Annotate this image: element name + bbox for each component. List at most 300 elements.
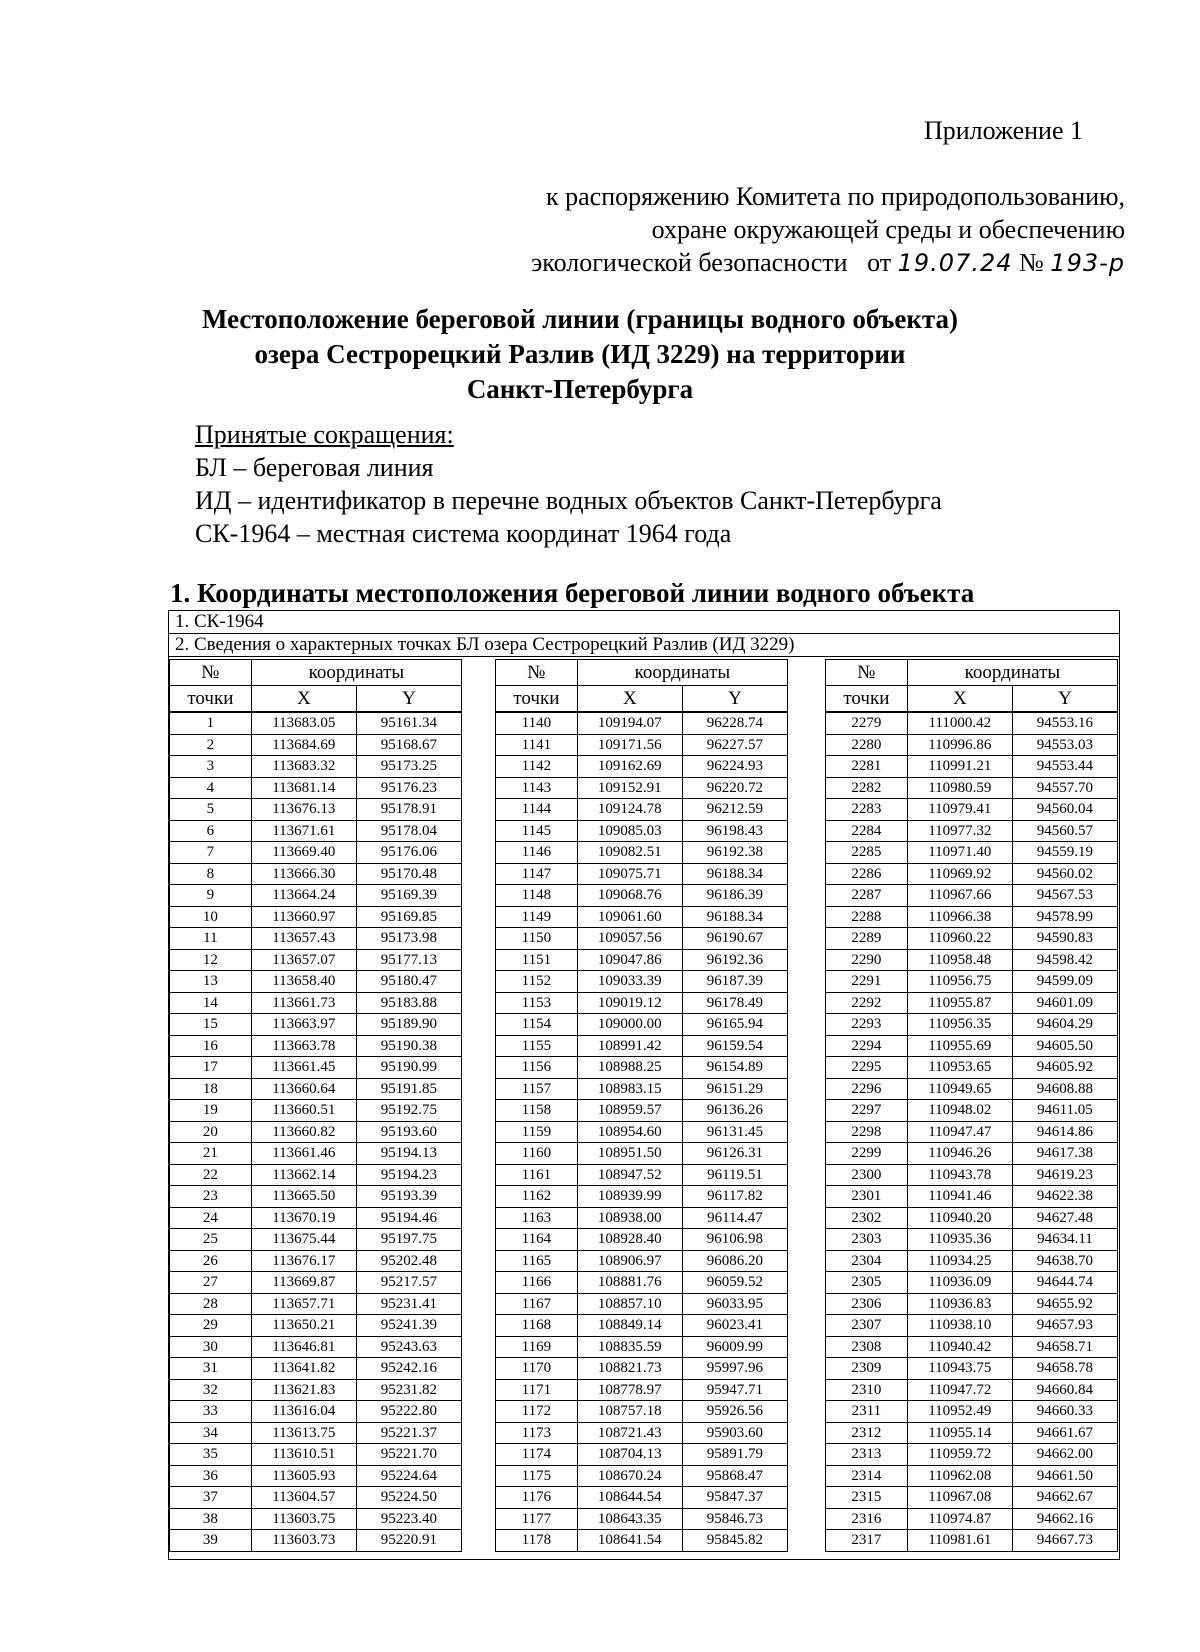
point-number: 14 [170, 992, 252, 1014]
point-number: 1155 [496, 1035, 578, 1057]
y-coordinate: 95221.70 [356, 1444, 461, 1466]
x-coordinate: 113641.82 [251, 1358, 356, 1380]
table-row [826, 992, 1118, 1014]
table-row [826, 712, 1118, 734]
x-coordinate: 113658.40 [251, 971, 356, 993]
header-row [496, 660, 788, 686]
point-number: 1176 [496, 1487, 578, 1509]
title-line-2: озера Сестрорецкий Разлив (ИД 3229) на территории [254, 339, 906, 369]
x-coordinate: 113663.78 [251, 1035, 356, 1057]
table-row [496, 1358, 788, 1380]
table-row [826, 885, 1118, 907]
table-row [170, 1272, 462, 1294]
coord-block-3 [825, 659, 1118, 1552]
x-coordinate: 108757.18 [577, 1401, 682, 1423]
table-row [826, 1530, 1118, 1552]
point-number: 25 [170, 1229, 252, 1251]
point-number-header: № [826, 660, 908, 686]
point-number: 1149 [496, 906, 578, 928]
point-number: 2301 [826, 1186, 908, 1208]
point-number: 2280 [826, 734, 908, 756]
table-row [826, 1164, 1118, 1186]
y-coordinate: 95194.13 [356, 1143, 461, 1165]
coord-table-body [170, 712, 462, 1551]
point-number: 2293 [826, 1014, 908, 1036]
point-number: 19 [170, 1100, 252, 1122]
table-row [496, 949, 788, 971]
x-coordinate: 110938.10 [907, 1315, 1012, 1337]
x-coordinate: 110956.75 [907, 971, 1012, 993]
table-row [496, 992, 788, 1014]
table-row [496, 1508, 788, 1530]
table-row [826, 1379, 1118, 1401]
y-coordinate: 96086.20 [682, 1250, 787, 1272]
table-row [170, 1207, 462, 1229]
point-number: 2309 [826, 1358, 908, 1380]
coordinates-table [168, 610, 1120, 1560]
point-number: 11 [170, 928, 252, 950]
x-coordinate: 108983.15 [577, 1078, 682, 1100]
table-row [170, 1186, 462, 1208]
y-coordinate: 94560.04 [1012, 799, 1117, 821]
x-coordinate: 108951.50 [577, 1143, 682, 1165]
y-coordinate: 94644.74 [1012, 1272, 1117, 1294]
point-number: 4 [170, 777, 252, 799]
x-coordinate: 110959.72 [907, 1444, 1012, 1466]
table-row [496, 906, 788, 928]
coord-table-body [826, 712, 1118, 1551]
point-number: 1166 [496, 1272, 578, 1294]
y-coordinate: 94553.16 [1012, 712, 1117, 734]
point-number: 37 [170, 1487, 252, 1509]
x-coordinate: 109019.12 [577, 992, 682, 1014]
y-coordinate: 96220.72 [682, 777, 787, 799]
x-coordinate: 109082.51 [577, 842, 682, 864]
point-number: 2306 [826, 1293, 908, 1315]
y-coordinate: 95168.67 [356, 734, 461, 756]
coord-table [825, 659, 1118, 1552]
x-coordinate: 113657.07 [251, 949, 356, 971]
y-coordinate: 96154.89 [682, 1057, 787, 1079]
title-line-3: Санкт-Петербурга [466, 374, 694, 404]
point-number: 1161 [496, 1164, 578, 1186]
table-row [826, 1272, 1118, 1294]
x-coordinate: 110949.65 [907, 1078, 1012, 1100]
table-row [826, 1444, 1118, 1466]
order-reference [425, 180, 1125, 280]
x-coordinate: 110936.09 [907, 1272, 1012, 1294]
table-row [170, 1336, 462, 1358]
point-number: 1145 [496, 820, 578, 842]
x-coordinate: 108641.54 [577, 1530, 682, 1552]
y-coordinate: 94578.99 [1012, 906, 1117, 928]
coord-block-1 [169, 659, 462, 1552]
x-coordinate: 113670.19 [251, 1207, 356, 1229]
table-row [170, 734, 462, 756]
point-number: 1144 [496, 799, 578, 821]
x-coordinate: 113603.73 [251, 1530, 356, 1552]
point-number: 2304 [826, 1250, 908, 1272]
x-coordinate: 110946.26 [907, 1143, 1012, 1165]
point-number: 1173 [496, 1422, 578, 1444]
table-row [170, 1143, 462, 1165]
document-title [150, 302, 1010, 407]
x-coordinate: 113669.87 [251, 1272, 356, 1294]
point-number: 20 [170, 1121, 252, 1143]
table-row-points-info: 2. Сведения о характерных точках БЛ озера Сестрорецкий Разлив (ИД 3229) [169, 634, 1119, 657]
table-row [170, 863, 462, 885]
y-coordinate: 95231.41 [356, 1293, 461, 1315]
point-number: 1158 [496, 1100, 578, 1122]
table-row [496, 971, 788, 993]
y-coordinate: 95846.73 [682, 1508, 787, 1530]
y-coordinate: 96009.99 [682, 1336, 787, 1358]
y-coordinate: 96192.36 [682, 949, 787, 971]
point-number: 24 [170, 1207, 252, 1229]
x-coordinate: 113621.83 [251, 1379, 356, 1401]
table-row [826, 1336, 1118, 1358]
point-number: 2289 [826, 928, 908, 950]
x-coordinate: 113661.46 [251, 1143, 356, 1165]
y-coordinate: 95926.56 [682, 1401, 787, 1423]
point-number: 2302 [826, 1207, 908, 1229]
y-coordinate: 95202.48 [356, 1250, 461, 1272]
header-row [170, 660, 462, 686]
y-coordinate: 94661.50 [1012, 1465, 1117, 1487]
table-row [170, 1422, 462, 1444]
x-coordinate: 110996.86 [907, 734, 1012, 756]
table-row [170, 1379, 462, 1401]
y-coordinate: 94605.50 [1012, 1035, 1117, 1057]
x-coordinate: 113684.69 [251, 734, 356, 756]
coord-table-header [496, 660, 788, 713]
point-number: 7 [170, 842, 252, 864]
table-row [496, 928, 788, 950]
y-coordinate: 95220.91 [356, 1530, 461, 1552]
y-coordinate: 94614.86 [1012, 1121, 1117, 1143]
appendix-label: Приложение 1 [923, 116, 1083, 145]
x-coordinate: 108644.54 [577, 1487, 682, 1509]
x-coordinate: 109152.91 [577, 777, 682, 799]
header-row [496, 686, 788, 713]
table-row [170, 1508, 462, 1530]
point-number: 2286 [826, 863, 908, 885]
x-coordinate: 113665.50 [251, 1186, 356, 1208]
point-number: 38 [170, 1508, 252, 1530]
point-number: 1170 [496, 1358, 578, 1380]
point-number: 1162 [496, 1186, 578, 1208]
point-number: 2303 [826, 1229, 908, 1251]
point-number: 1159 [496, 1121, 578, 1143]
y-coordinate: 96136.26 [682, 1100, 787, 1122]
point-number: 30 [170, 1336, 252, 1358]
order-line-1: к распоряжению Комитета по природопользованию, [545, 182, 1125, 211]
x-coordinate: 110958.48 [907, 949, 1012, 971]
table-row [496, 1250, 788, 1272]
y-coordinate: 94560.57 [1012, 820, 1117, 842]
table-row [496, 863, 788, 885]
table-row [826, 1035, 1118, 1057]
table-row [496, 712, 788, 734]
point-number: 17 [170, 1057, 252, 1079]
x-coordinate: 110974.87 [907, 1508, 1012, 1530]
x-coordinate: 108928.40 [577, 1229, 682, 1251]
y-coordinate: 95183.88 [356, 992, 461, 1014]
handwritten-date: 19.07.24 [897, 249, 1013, 277]
table-row [170, 1444, 462, 1466]
x-coordinate: 108959.57 [577, 1100, 682, 1122]
table-row [170, 928, 462, 950]
abbreviations [195, 418, 942, 550]
coord-table-header [170, 660, 462, 713]
point-number: 9 [170, 885, 252, 907]
y-coordinate: 96114.47 [682, 1207, 787, 1229]
point-number: 2290 [826, 949, 908, 971]
x-coordinate: 113610.51 [251, 1444, 356, 1466]
table-row [170, 756, 462, 778]
y-coordinate: 95173.98 [356, 928, 461, 950]
point-number: 1151 [496, 949, 578, 971]
point-number: 2308 [826, 1336, 908, 1358]
point-number-subheader: точки [496, 686, 578, 713]
y-coordinate: 95221.37 [356, 1422, 461, 1444]
x-coordinate: 110952.49 [907, 1401, 1012, 1423]
table-row [826, 971, 1118, 993]
table-row [496, 1487, 788, 1509]
x-coordinate: 108947.52 [577, 1164, 682, 1186]
table-row [826, 1315, 1118, 1337]
table-row [170, 1358, 462, 1380]
table-row [496, 1186, 788, 1208]
point-number: 15 [170, 1014, 252, 1036]
table-row [170, 777, 462, 799]
y-coordinate: 95190.38 [356, 1035, 461, 1057]
x-coordinate: 113604.57 [251, 1487, 356, 1509]
x-coordinate: 108906.97 [577, 1250, 682, 1272]
x-coordinate: 113671.61 [251, 820, 356, 842]
x-coordinate: 109061.60 [577, 906, 682, 928]
table-row [170, 1035, 462, 1057]
point-number: 2288 [826, 906, 908, 928]
y-coordinate: 94638.70 [1012, 1250, 1117, 1272]
y-coordinate: 96187.39 [682, 971, 787, 993]
y-coordinate: 95193.60 [356, 1121, 461, 1143]
date-prefix: от [867, 248, 892, 277]
y-coordinate: 95180.47 [356, 971, 461, 993]
x-coordinate: 110977.32 [907, 820, 1012, 842]
x-coordinate: 113683.32 [251, 756, 356, 778]
x-coordinate: 113616.04 [251, 1401, 356, 1423]
y-coordinate: 94553.03 [1012, 734, 1117, 756]
point-number: 1157 [496, 1078, 578, 1100]
point-number: 2294 [826, 1035, 908, 1057]
table-row [170, 799, 462, 821]
point-number: 2317 [826, 1530, 908, 1552]
point-number: 13 [170, 971, 252, 993]
x-coordinate: 109075.71 [577, 863, 682, 885]
x-coordinate: 108835.59 [577, 1336, 682, 1358]
table-row [496, 1014, 788, 1036]
point-number: 16 [170, 1035, 252, 1057]
y-coordinate: 95891.79 [682, 1444, 787, 1466]
table-row [496, 1078, 788, 1100]
point-number: 28 [170, 1293, 252, 1315]
y-coordinate: 96186.39 [682, 885, 787, 907]
y-coordinate: 94557.70 [1012, 777, 1117, 799]
table-row [826, 863, 1118, 885]
table-row [496, 1272, 788, 1294]
coord-block-2 [495, 659, 788, 1552]
x-coordinate: 108849.14 [577, 1315, 682, 1337]
x-coordinate: 110936.83 [907, 1293, 1012, 1315]
point-number: 2313 [826, 1444, 908, 1466]
table-row [826, 1422, 1118, 1444]
point-number: 3 [170, 756, 252, 778]
point-number: 1150 [496, 928, 578, 950]
point-number: 5 [170, 799, 252, 821]
x-coordinate: 111000.42 [907, 712, 1012, 734]
table-row [826, 820, 1118, 842]
point-number: 2316 [826, 1508, 908, 1530]
x-coordinate: 113664.24 [251, 885, 356, 907]
point-number: 2284 [826, 820, 908, 842]
table-row [170, 906, 462, 928]
point-number: 1164 [496, 1229, 578, 1251]
point-number: 1148 [496, 885, 578, 907]
title-line-1: Местоположение береговой линии (границы водного объекта) [201, 304, 959, 334]
y-coordinate: 95173.25 [356, 756, 461, 778]
table-row [170, 1487, 462, 1509]
y-coordinate: 95241.39 [356, 1315, 461, 1337]
y-coordinate: 94608.88 [1012, 1078, 1117, 1100]
x-coordinate: 108988.25 [577, 1057, 682, 1079]
point-number: 2283 [826, 799, 908, 821]
abbreviation-item: ИД – идентификатор в перечне водных объектов Санкт-Петербурга [195, 486, 942, 515]
y-coordinate: 94605.92 [1012, 1057, 1117, 1079]
y-coordinate: 94662.00 [1012, 1444, 1117, 1466]
table-row [496, 799, 788, 821]
y-coordinate: 96224.93 [682, 756, 787, 778]
table-row [496, 1143, 788, 1165]
y-coordinate: 95845.82 [682, 1530, 787, 1552]
x-coordinate: 110947.72 [907, 1379, 1012, 1401]
x-coordinate: 110967.66 [907, 885, 1012, 907]
x-coordinate: 110969.92 [907, 863, 1012, 885]
y-coordinate: 94553.44 [1012, 756, 1117, 778]
point-number: 2297 [826, 1100, 908, 1122]
table-row [826, 1121, 1118, 1143]
y-coordinate: 95177.13 [356, 949, 461, 971]
y-coordinate: 96151.29 [682, 1078, 787, 1100]
table-row [826, 949, 1118, 971]
table-row [170, 1121, 462, 1143]
x-coordinate: 108881.76 [577, 1272, 682, 1294]
x-coordinate: 110956.35 [907, 1014, 1012, 1036]
y-coordinate: 95223.40 [356, 1508, 461, 1530]
table-row [496, 820, 788, 842]
x-coordinate: 113660.82 [251, 1121, 356, 1143]
point-number: 1 [170, 712, 252, 734]
number-prefix: № [1018, 248, 1044, 277]
y-coordinate: 95169.39 [356, 885, 461, 907]
table-row [826, 1293, 1118, 1315]
point-number: 1143 [496, 777, 578, 799]
table-row [496, 1035, 788, 1057]
y-coordinate: 94598.42 [1012, 949, 1117, 971]
x-coordinate: 109000.00 [577, 1014, 682, 1036]
y-coordinate: 96190.67 [682, 928, 787, 950]
x-coordinate: 110941.46 [907, 1186, 1012, 1208]
x-coordinate: 113660.97 [251, 906, 356, 928]
table-row [170, 1293, 462, 1315]
x-header: X [251, 686, 356, 713]
point-number: 1167 [496, 1293, 578, 1315]
table-row [826, 1465, 1118, 1487]
y-coordinate: 96023.41 [682, 1315, 787, 1337]
x-coordinate: 113676.13 [251, 799, 356, 821]
y-coordinate: 96212.59 [682, 799, 787, 821]
table-row [826, 842, 1118, 864]
y-coordinate: 94667.73 [1012, 1530, 1117, 1552]
point-number: 2287 [826, 885, 908, 907]
x-coordinate: 113660.64 [251, 1078, 356, 1100]
x-coordinate: 108778.97 [577, 1379, 682, 1401]
point-number: 39 [170, 1530, 252, 1552]
table-row [170, 1014, 462, 1036]
x-coordinate: 113650.21 [251, 1315, 356, 1337]
y-coordinate: 95169.85 [356, 906, 461, 928]
y-coordinate: 96126.31 [682, 1143, 787, 1165]
y-coordinate: 94611.05 [1012, 1100, 1117, 1122]
point-number: 2291 [826, 971, 908, 993]
x-coordinate: 109057.56 [577, 928, 682, 950]
y-coordinate: 95947.71 [682, 1379, 787, 1401]
x-coordinate: 108954.60 [577, 1121, 682, 1143]
coordinates-header: координаты [907, 660, 1117, 686]
y-coordinate: 95178.91 [356, 799, 461, 821]
x-coordinate: 110971.40 [907, 842, 1012, 864]
point-number: 2314 [826, 1465, 908, 1487]
x-coordinate: 110967.08 [907, 1487, 1012, 1509]
point-number-header: № [170, 660, 252, 686]
y-coordinate: 94559.19 [1012, 842, 1117, 864]
x-coordinate: 113669.40 [251, 842, 356, 864]
x-coordinate: 108938.00 [577, 1207, 682, 1229]
y-coordinate: 94655.92 [1012, 1293, 1117, 1315]
x-coordinate: 113657.71 [251, 1293, 356, 1315]
table-row [826, 1358, 1118, 1380]
table-row [170, 1164, 462, 1186]
point-number: 23 [170, 1186, 252, 1208]
y-coordinate: 95903.60 [682, 1422, 787, 1444]
table-row [826, 1057, 1118, 1079]
table-row [496, 1422, 788, 1444]
x-coordinate: 110953.65 [907, 1057, 1012, 1079]
point-number: 2312 [826, 1422, 908, 1444]
x-header: X [907, 686, 1012, 713]
order-line-3 [425, 246, 1125, 280]
point-number: 1174 [496, 1444, 578, 1466]
y-coordinate: 95197.75 [356, 1229, 461, 1251]
y-coordinate: 94567.53 [1012, 885, 1117, 907]
point-number: 2299 [826, 1143, 908, 1165]
x-coordinate: 108670.24 [577, 1465, 682, 1487]
point-number: 2279 [826, 712, 908, 734]
point-number: 8 [170, 863, 252, 885]
y-coordinate: 96106.98 [682, 1229, 787, 1251]
y-coordinate: 94617.38 [1012, 1143, 1117, 1165]
abbreviation-item: БЛ – береговая линия [195, 453, 434, 482]
